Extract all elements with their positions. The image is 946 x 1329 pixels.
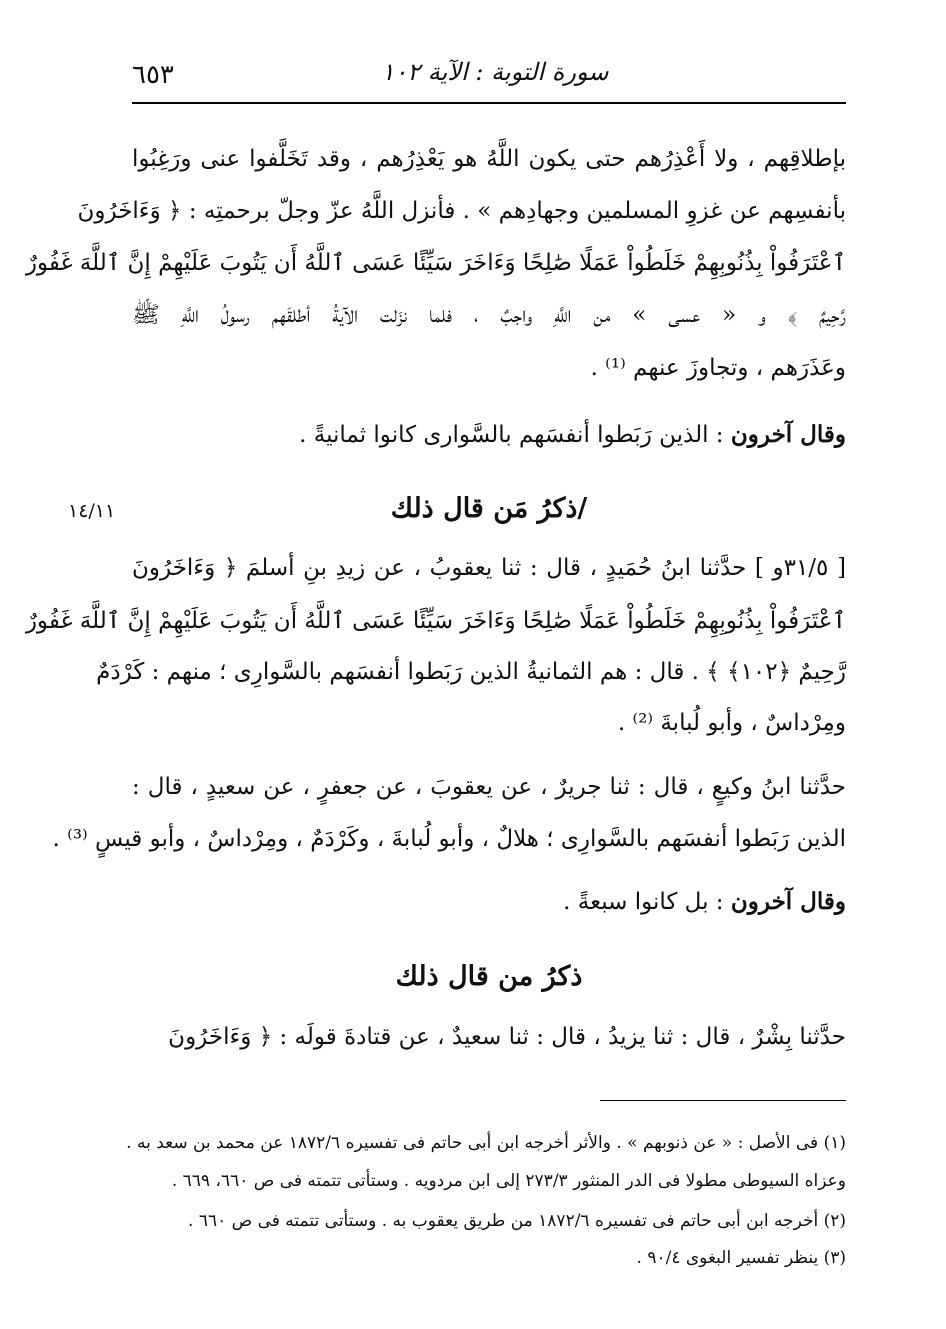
text-line: ٱعْتَرَفُواْ بِذُنُوبِهِمْ خَلَطُواْ عَمَلًا صَٰلِحًا وَءَاخَرَ سَيِّئًا عَسَى ٱللَّهُ أَن يَتُوبَ عَلَيْهِمْ إِنَّ ٱللَّهَ غَفُورٌ [25,608,846,634]
text-line: بأنفسِهم عن غزوِ المسلمين وجهادِهم » . فأنزل اللَّهُ عزّ وجلّ برحمتِه : ﴿ وَءَاخَرُونَ [77,198,846,224]
running-title: سورة التوبة : الآية ١٠٢ [381,58,609,86]
section-heading: /ذكرُ مَن قال ذلك [390,493,588,524]
footnote-rule [600,1100,846,1101]
text-line: رَّحِيمٌ ﴿١٠٢﴾ ﴾ . قال : هم الثمانيةُ الذين رَبَطوا أنفسَهم بالسَّوارِى ؛ منهم : كَرْدَمٌ [96,659,846,685]
text-line: الذين رَبَطوا أنفسَهم بالسَّوارِى ؛ هلالٌ ، وأبو لُبابةَ ، وكَرْدَمٌ ، ومِرْداسٌ ، وأبو قيسٍ ⁽³⁾ . [52,826,846,852]
speaker-label: وقال آخرون [730,421,846,448]
header-rule [132,102,846,104]
speaker-label: وقال آخرون [730,888,846,915]
text-line: وعَذَرَهم ، وتجاوزَ عنهم ⁽¹⁾ . [590,355,846,381]
text-span: : بل كانوا سبعةً . [563,889,731,915]
text-line: بإطلاقِهم ، ولا أَعْذِرُهم حتى يكون اللَّهُ هو يَعْذِرُهم ، وقد تَخَلَّفوا عنى ورَغِبُوا [132,146,846,172]
text-line: رَّحِيمٌ ﴾ و « عسى » من اللَّهِ واجبٌ ، فلما نزَلت الآيةُ أطلقَهم رسولُ اللَّهِ ﷺ [132,302,846,328]
text-span: : الذين رَبَطوا أنفسَهم بالسَّوارى كانوا ثمانيةً . [299,422,731,448]
paragraph-5 [132,890,846,914]
footnote: (٣) ينظر تفسير البغوى ٩٠/٤ . [636,1248,846,1268]
page-number: ٦٥٣ [132,60,174,90]
text-line: ٱعْتَرَفُواْ بِذُنُوبِهِمْ خَلَطُواْ عَمَلًا صَٰلِحًا وَءَاخَرَ سَيِّئًا عَسَى ٱللَّهُ أَن يَتُوبَ عَلَيْهِمْ إِنَّ ٱللَّهَ غَفُورٌ [25,250,846,276]
text-line: [ ٣١/٥و ] حدَّثنا ابنُ حُمَيدٍ ، قال : ثنا يعقوبُ ، عن زيدِ بنِ أسلمَ ﴿ وَءَاخَرُونَ [132,555,846,581]
text-line: حدَّثنا ابنُ وكيعٍ ، قال : ثنا جريرٌ ، عن يعقوبَ ، عن جعفرٍ ، عن سعيدٍ ، قال : [132,774,846,800]
footnote: (٢) أخرجه ابن أبى حاتم فى تفسيره ١٨٧٢/٦ من طريق يعقوب به . وستأتى تتمته فى ص ٦٦٠ . [188,1211,846,1231]
footnote: وعزاه السيوطى مطولا فى الدر المنثور ٢٧٣/٣ إلى ابن مردويه . وستأتى تتمته فى ص ٦٦٠، ٦٦٩ . [171,1171,846,1191]
section-heading: ذكرُ من قال ذلك [395,961,583,992]
footnote: (١) فى الأصل : « عن ذنوبهم » . والأثر أخرجه ابن أبى حاتم فى تفسيره ١٨٧٢/٦ عن محمد بن سعد به . [126,1133,846,1153]
text-line: حدَّثنا بِشْرٌ ، قال : ثنا يزيدُ ، قال : ثنا سعيدٌ ، عن قتادةَ قولَه : ﴿ وَءَاخَرُونَ [168,1024,846,1050]
margin-reference: ١٤/١١ [68,500,116,522]
paragraph-2 [132,423,846,447]
text-line: ومِرْداسٌ ، وأبو لُبابةَ ⁽²⁾ . [617,710,846,736]
